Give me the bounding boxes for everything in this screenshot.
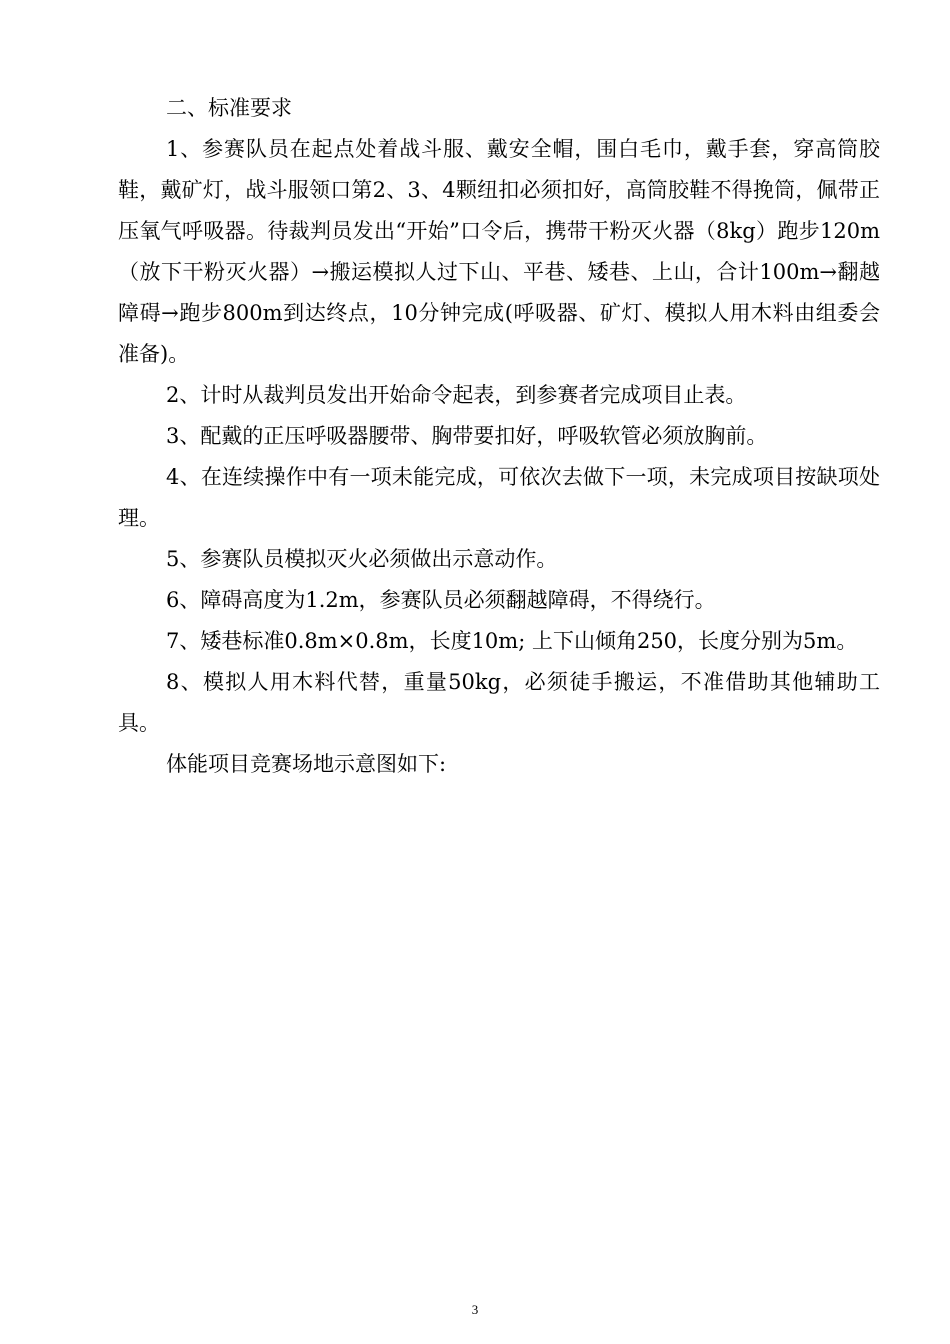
paragraph-7: 7、矮巷标准0.8m×0.8m，长度10m; 上下山倾角250，长度分别为5m。 xyxy=(166,629,858,653)
paragraph-4: 4、在连续操作中有一项未能完成，可依次去做下一项，未完成项目按缺项处理。 xyxy=(118,465,880,530)
section-heading: 二、标准要求 xyxy=(166,96,292,120)
paragraph-6: 6、障碍高度为1.2m，参赛队员必须翻越障碍，不得绕行。 xyxy=(166,588,716,612)
paragraph-5: 5、参赛队员模拟灭火必须做出示意动作。 xyxy=(166,547,558,571)
paragraph-8: 8、模拟人用木料代替，重量50kg，必须徒手搬运，不准借助其他辅助工具。 xyxy=(118,670,880,735)
paragraph-2: 2、计时从裁判员发出开始命令起表，到参赛者完成项目止表。 xyxy=(166,383,747,407)
page-number: 3 xyxy=(471,1302,479,1317)
paragraph-3: 3、配戴的正压呼吸器腰带、胸带要扣好，呼吸软管必须放胸前。 xyxy=(166,424,768,448)
document-body xyxy=(118,88,880,785)
diagram-intro: 体能项目竞赛场地示意图如下: xyxy=(166,752,447,776)
paragraph-1: 1、参赛队员在起点处着战斗服、戴安全帽，围白毛巾，戴手套，穿高筒胶鞋，戴矿灯，战斗服领口第2、3、4颗纽扣必须扣好，高筒胶鞋不得挽筒，佩带正压氧气呼吸器。待裁判员发出“开始”口令后，携带干粉灭火器（8kg）跑步120m（放下干粉灭火器）→搬运模拟人过下山、平巷、矮巷、上山，合计100m→翻越障碍→跑步800m到达终点，10分钟完成(呼吸器、矿灯、模拟人用木料由组委会准备)。 xyxy=(118,137,880,366)
